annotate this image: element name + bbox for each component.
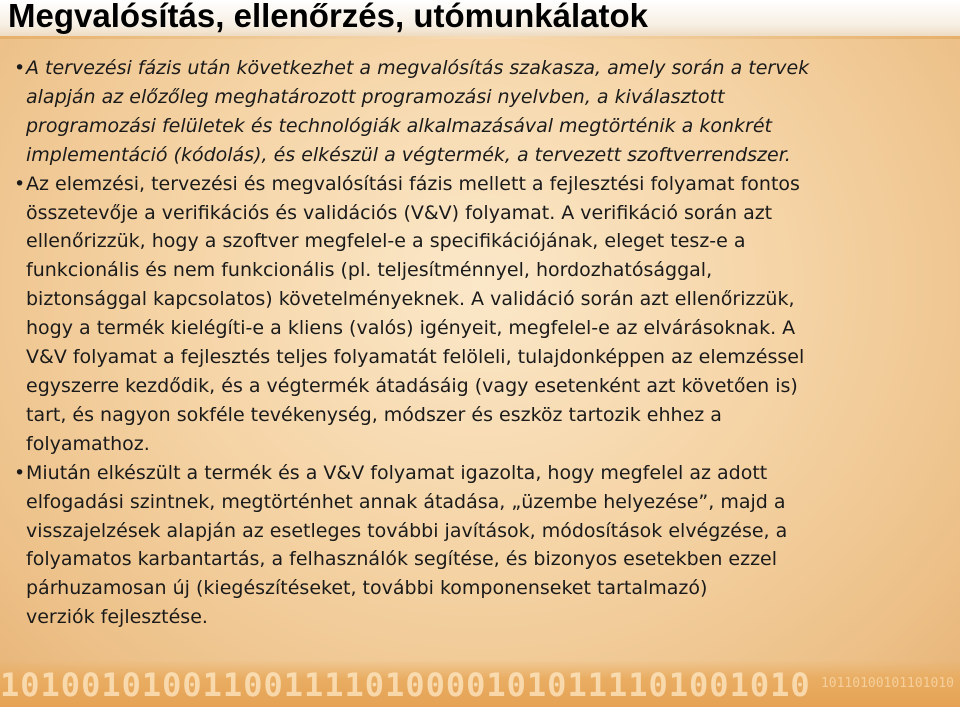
text-line: A tervezési fázis után következhet a megvalósítás szakasza, amely során a tervek — [26, 57, 810, 79]
slide-title: Megvalósítás, ellenőrzés, utómunkálatok — [8, 0, 649, 34]
binary-pattern: 1010010100110011110100001010111101001010 — [0, 666, 811, 704]
text-line: elfogadási szintnek, megtörténhet annak átadása, „üzembe helyezése”, majd a — [26, 490, 786, 513]
text-line: ellenőrizzük, hogy a szoftver megfelel-e a specifikációjának, eleget tesz-e a — [26, 230, 746, 253]
text-line: összetevője a verifikációs és validációs (V&V) folyamat. A verifikáció során azt — [26, 201, 773, 224]
paragraph-verification-validation — [14, 170, 926, 459]
text-line: programozási felületek és technológiák alkalmazásával megtörténik a konkrét — [26, 114, 772, 137]
title-divider — [0, 36, 960, 39]
text-line: V&V folyamat a fejlesztés teljes folyamatát felöleli, tulajdonképpen az elemzéssel — [26, 346, 805, 369]
binary-pattern-small: 10110100101101010 — [820, 676, 954, 691]
text-line: Miután elkészült a termék és a V&V folyamat igazolta, hogy megfelel az adott — [26, 461, 768, 484]
text-line: visszajelzések alapján az esetleges további javítások, módosítások elvégzése, a — [26, 519, 788, 542]
text-line: alapján az előzőleg meghatározott programozási nyelvben, a kiválasztott — [26, 85, 725, 108]
text-line: folyamatos karbantartás, a felhasználók segítése, és bizonyos esetekben ezzel — [26, 548, 778, 571]
paragraph-delivery-maintenance — [14, 459, 926, 632]
text-line: implementáció (kódolás), és elkészül a végtermék, a tervezett szoftverrendszer. — [26, 143, 791, 166]
text-line: verziók fejlesztése. — [26, 606, 208, 629]
bullet-icon: • — [14, 57, 26, 79]
text-line: párhuzamosan új (kiegészítéseket, további komponenseket tartalmazó) — [26, 577, 708, 600]
bullet-icon: • — [14, 172, 26, 195]
title-bar — [0, 0, 960, 36]
footer-binary-decoration — [0, 660, 960, 707]
text-line: biztonsággal kapcsolatos) követelményeknek. A validáció során azt ellenőrizzük, — [26, 288, 795, 311]
text-line: funkcionális és nem funkcionális (pl. teljesítménnyel, hordozhatósággal, — [26, 259, 713, 282]
text-line: folyamathoz. — [26, 432, 150, 455]
slide-body — [14, 54, 926, 632]
text-line: Az elemzési, tervezési és megvalósítási fázis mellett a fejlesztési folyamat fontos — [26, 172, 800, 195]
text-line: egyszerre kezdődik, és a végtermék átadásáig (vagy esetenként azt követően is) — [26, 374, 798, 397]
bullet-icon: • — [14, 461, 26, 484]
text-line: hogy a termék kielégíti-e a kliens (valós) igényeit, megfelel-e az elvárásoknak. A — [26, 317, 796, 340]
paragraph-implementation — [14, 54, 926, 170]
text-line: tart, és nagyon sokféle tevékenység, módszer és eszköz tartozik ehhez a — [26, 403, 722, 426]
